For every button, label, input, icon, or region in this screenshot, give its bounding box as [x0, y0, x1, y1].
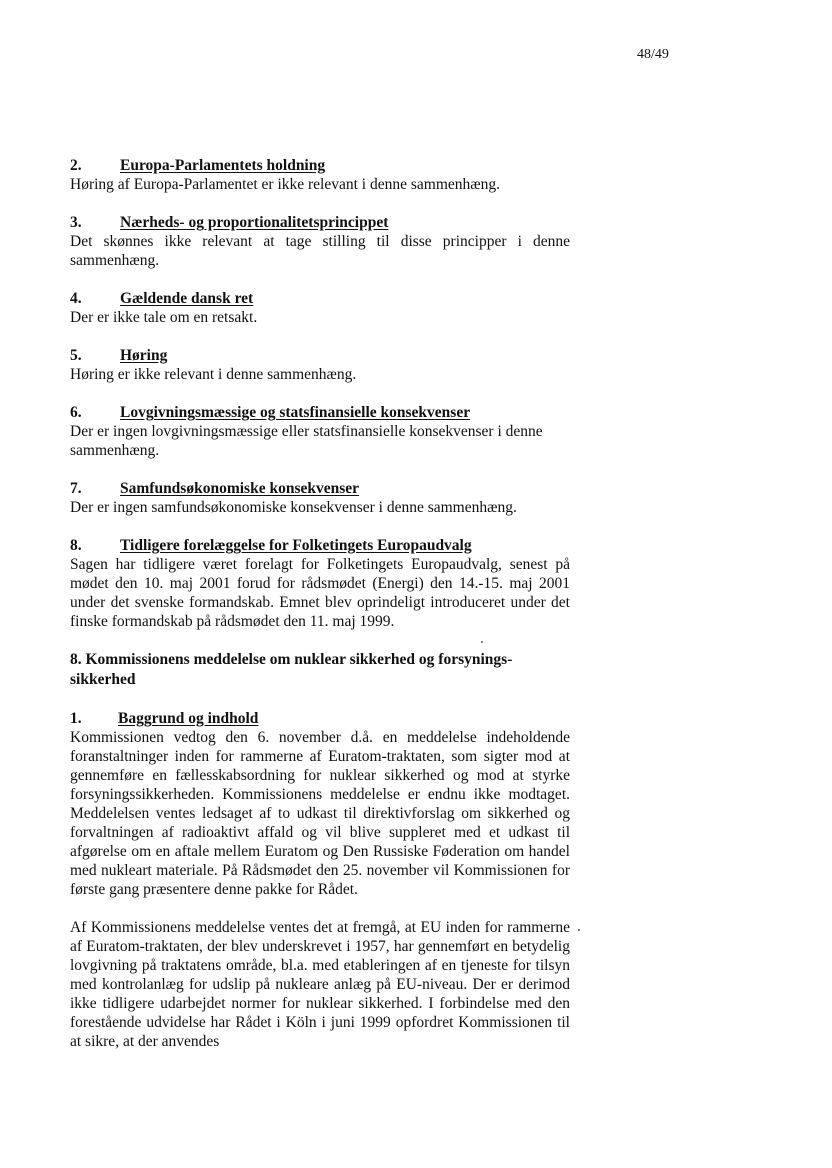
- section-heading: [70, 403, 570, 422]
- section-title: Gældende dansk ret: [120, 290, 254, 307]
- section-heading: [70, 479, 570, 498]
- section-title: Lovgivningsmæssige og statsfinansielle konsekvenser: [120, 404, 471, 421]
- section-lovgivningsmaessige-konsekvenser: [70, 403, 570, 460]
- section-body: Sagen har tidligere været forelagt for Folketingets Europaudvalg, senest på mødet den 10. maj 2001 forud for rådsmødet (Energi) den 14.-15. maj 2001 under det svenske formandskab. Emnet blev oprindeligt introduceret under det finske formandskab på rådsmødet den 11. maj 1999.: [70, 556, 570, 630]
- section-body: Høring af Europa-Parlamentet er ikke relevant i denne sammenhæng.: [70, 176, 500, 193]
- section-number: 2.: [70, 157, 82, 174]
- section-baggrund-og-indhold: [70, 709, 570, 1051]
- scan-speck: [481, 641, 483, 643]
- scan-speck: [578, 929, 580, 931]
- page-number: 48/49: [637, 47, 669, 62]
- section-heading: [70, 709, 570, 728]
- section-naerheds-princippet: [70, 213, 570, 270]
- section-number: 7.: [70, 480, 82, 497]
- section-heading: [70, 213, 570, 232]
- section-number: 4.: [70, 290, 82, 307]
- section-title: Høring: [120, 347, 168, 364]
- section-number: 6.: [70, 404, 82, 421]
- agenda-item-heading: 8. Kommissionens meddelelse om nuklear sikkerhed og forsynings-sikkerhed: [70, 651, 513, 688]
- section-number: 1.: [70, 710, 82, 727]
- section-title: Europa-Parlamentets holdning: [120, 157, 326, 174]
- section-heading: [70, 289, 570, 308]
- section-number: 8.: [70, 537, 82, 554]
- section-title: Nærheds- og proportionalitetsprincippet: [120, 214, 389, 231]
- section-body: Der er ikke tale om en retsakt.: [70, 309, 258, 326]
- section-title: Samfundsøkonomiske konsekvenser: [120, 480, 360, 497]
- section-body: Der er ingen lovgivningsmæssige eller statsfinansielle konsekvenser i denne sammenhæng.: [70, 423, 543, 459]
- section-heading: [70, 156, 570, 175]
- section-body: Der er ingen samfundsøkonomiske konsekvenser i denne sammenhæng.: [70, 499, 517, 516]
- section-title: Baggrund og indhold: [118, 710, 259, 727]
- section-europa-parlamentets-holdning: [70, 156, 570, 194]
- section-body: Det skønnes ikke relevant at tage stilling til disse principper i denne sammenhæng.: [70, 233, 570, 269]
- section-body: Høring er ikke relevant i denne sammenhæng.: [70, 366, 357, 383]
- section-number: 5.: [70, 347, 82, 364]
- section-gaeldende-dansk-ret: [70, 289, 570, 327]
- section-number: 3.: [70, 214, 82, 231]
- document-body: [70, 156, 570, 1051]
- section-heading: [70, 536, 570, 555]
- section-heading: [70, 346, 570, 365]
- body-paragraph: Kommissionen vedtog den 6. november d.å. en meddelelse indeholdende foranstaltninger inden for rammerne af Euratom-traktaten, som sigter mod at gennemføre en fællesskabsordning for nuklear sikkerhed og mod at styrke forsyningssikkerheden. Kommissionens meddelelse er endnu ikke modtaget. Meddelelsen ventes ledsaget af to udkast til direktivforslag om sikkerhed og forvaltningen af radioaktivt affald og vil blive suppleret med et udkast til afgørelse om en aftale mellem Euratom og Den Russiske Føderation om handel med nukleart materiale. På Rådsmødet den 25. november vil Kommissionen for første gang præsentere denne pakke for Rådet.: [70, 729, 570, 898]
- body-paragraph: Af Kommissionens meddelelse ventes det at fremgå, at EU inden for rammerne af Euratom-traktaten, der blev underskrevet i 1957, har gennemført en betydelig lovgivning på traktatens område, bl.a. med etableringen af en tjeneste for tilsyn med kontrolanlæg for udslip på nukleare anlæg på EU-niveau. Der er derimod ikke tidligere udarbejdet normer for nuklear sikkerhed. I forbindelse med den forestående udvidelse har Rådet i Köln i juni 1999 opfordret Kommissionen til at sikre, at der anvendes: [70, 919, 570, 1050]
- section-tidligere-forelaeggelse: [70, 536, 570, 631]
- section-samfundsokonomiske-konsekvenser: [70, 479, 570, 517]
- section-horing: [70, 346, 570, 384]
- section-title: Tidligere forelæggelse for Folketingets Europaudvalg: [120, 537, 472, 554]
